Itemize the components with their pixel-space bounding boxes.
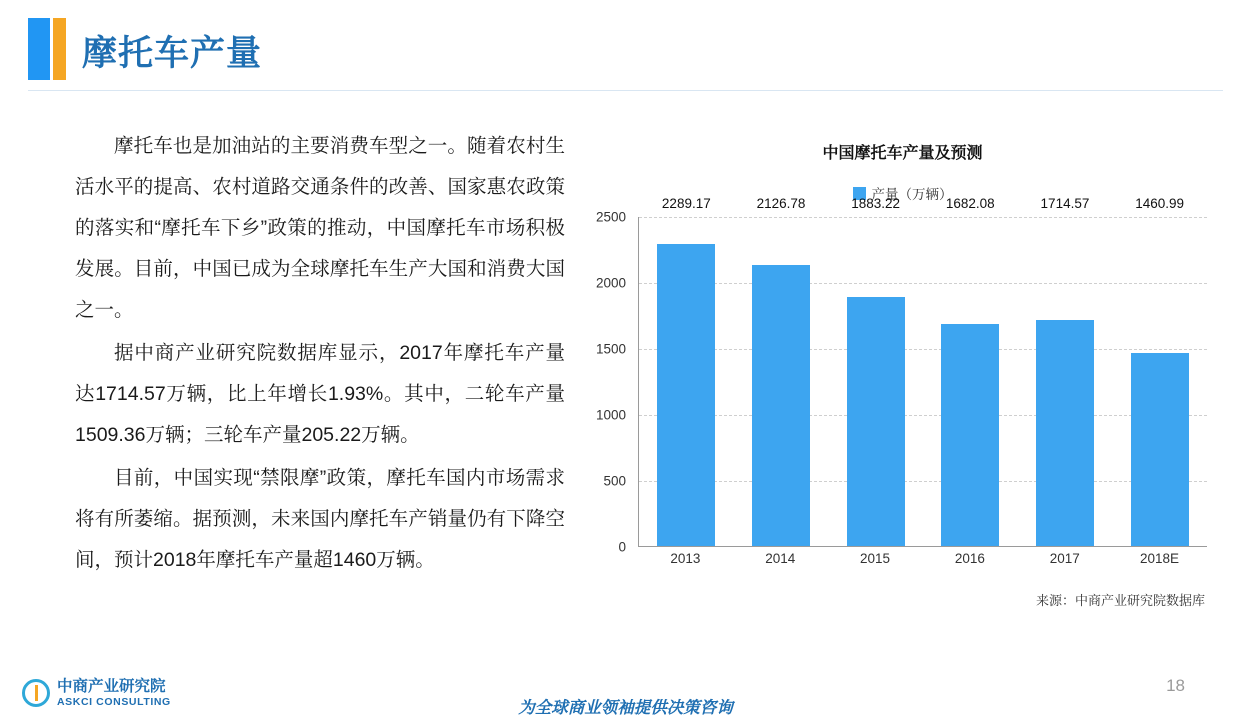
page-number: 18 (1166, 676, 1185, 695)
x-tick-label: 2018E (1140, 551, 1180, 566)
bar-slot (832, 196, 920, 546)
x-tick-label: 2016 (954, 551, 985, 566)
bar[interactable] (941, 324, 999, 546)
paragraph-1: 摩托车也是加油站的主要消费车型之一。随着农村生活水平的提高、农村道路交通条件的改善、国家惠农政策的落实和“摩托车下乡”政策的推动，中国摩托车市场积极发展。目前，中国已成为全球摩托车生产大国和消费大国之一。 (75, 135, 565, 321)
y-tick-label: 2000 (595, 275, 626, 291)
x-axis-labels (638, 551, 1207, 566)
logo-name-cn: 中商产业研究院 (57, 678, 166, 695)
y-tick-label: 2500 (595, 209, 626, 225)
bar-slot (926, 196, 1014, 546)
bar-slot (642, 196, 730, 546)
bar-value-label: 2126.78 (756, 196, 806, 211)
header-accent-bar-orange (53, 18, 66, 80)
bar-slot (1021, 196, 1109, 546)
paragraph-2: 据中商产业研究院数据库显示，2017年摩托车产量达1714.57万辆，比上年增长1.93%。其中，二轮车产量1509.36万辆；三轮车产量205.22万辆。 (75, 342, 565, 446)
bar-value-label: 2289.17 (661, 196, 711, 211)
bar-slot (1116, 196, 1204, 546)
logo-name-en: ASKCI CONSULTING (57, 695, 171, 708)
header-accent-bar-blue (28, 18, 50, 80)
chart-title: 中国摩托车产量及预测 (822, 145, 983, 162)
bar[interactable] (1131, 353, 1189, 546)
legend-label: 产量（万辆） (871, 187, 953, 202)
paragraph-3: 目前，中国实现“禁限摩”政策，摩托车国内市场需求将有所萎缩。据预测，未来国内摩托车产销量仍有下降空间，预计2018年摩托车产量超1460万辆。 (75, 467, 565, 571)
bar-series (639, 196, 1207, 546)
chart-grid-area (638, 196, 1207, 547)
y-tick-label: 0 (618, 539, 626, 555)
bar[interactable] (847, 297, 905, 546)
bar-slot (737, 196, 825, 546)
header-divider (28, 90, 1223, 91)
bar-value-label: 1714.57 (1040, 196, 1090, 211)
x-tick-label: 2015 (860, 551, 891, 566)
bar[interactable] (657, 244, 715, 546)
bar[interactable] (752, 265, 810, 546)
chart-container (590, 126, 1215, 636)
chart-plot (590, 196, 1215, 567)
y-axis-labels (590, 209, 632, 555)
bar-value-label: 1883.22 (851, 196, 901, 211)
footer-slogan: 为全球商业领袖提供决策咨询 (518, 698, 733, 717)
x-tick-label: 2014 (765, 551, 796, 566)
x-tick-label: 2017 (1049, 551, 1080, 566)
bar-value-label: 1460.99 (1135, 196, 1185, 211)
y-tick-label: 500 (603, 473, 626, 489)
bar[interactable] (1036, 320, 1094, 546)
page-title: 摩托车产量 (82, 34, 263, 73)
bar-value-label: 1682.08 (945, 196, 995, 211)
chart-source: 来源：中商产业研究院数据库 (1035, 593, 1205, 608)
y-tick-label: 1500 (595, 341, 626, 357)
y-tick-label: 1000 (595, 407, 626, 423)
x-tick-label: 2013 (670, 551, 701, 566)
body-text (75, 126, 565, 583)
